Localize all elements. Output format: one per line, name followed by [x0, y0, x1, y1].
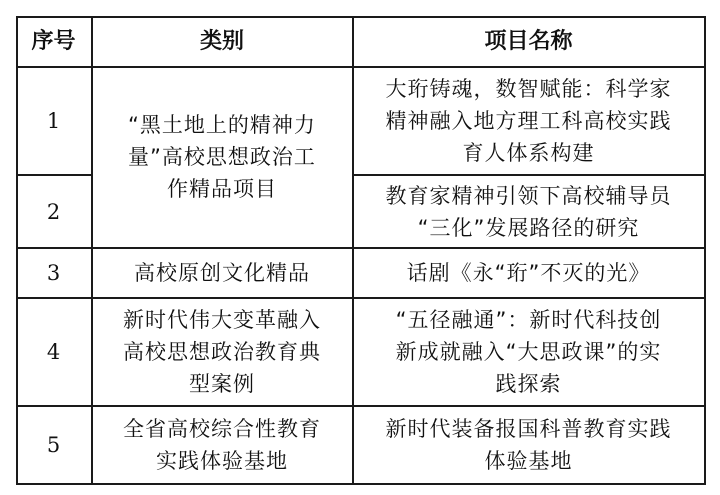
row-5-category-line-2: 实践体验基地 — [156, 449, 288, 473]
row-5-project-line-1: 新时代装备报国科普教育实践 — [385, 417, 672, 441]
border-right — [704, 16, 706, 485]
row-2-project-line-1: 教育家精神引领下高校辅导员 — [385, 183, 672, 208]
header-project: 项目名称 — [484, 29, 573, 54]
row-3-index: 3 — [46, 261, 61, 285]
row-1-project-line-3: 育人体系构建 — [462, 140, 595, 165]
category-merged-rows-1-2 — [92, 67, 352, 247]
row-4-project-line-1: “五径融通”：新时代科技创 — [395, 308, 662, 332]
row-5-category-line-1: 全省高校综合性教育 — [123, 417, 321, 441]
row-5-project — [353, 407, 704, 483]
row-4-project-line-2: 新成就融入“大思政课”的实 — [395, 340, 662, 364]
row-5-project-line-2: 体验基地 — [484, 449, 573, 473]
row-1-project-line-2: 精神融入地方理工科高校实践 — [385, 108, 672, 133]
row-2-index: 2 — [46, 199, 61, 224]
row-1-project — [353, 67, 704, 174]
row-4-category-line-1: 新时代伟大变革融入 — [123, 308, 321, 332]
border-bottom — [16, 483, 706, 485]
row-5-category — [92, 407, 352, 483]
row-4-category — [92, 299, 352, 405]
row-2-project-line-2: “三化”发展路径的研究 — [417, 215, 640, 240]
row-3-project: 话剧《永“珩”不灭的光》 — [406, 261, 651, 285]
row-2-project — [353, 176, 704, 247]
row-1-project-line-1: 大珩铸魂，数智赋能：科学家 — [385, 76, 672, 101]
merged-category-line-2: 量”高校思想政治工 — [128, 145, 316, 169]
header-category: 类别 — [199, 29, 244, 54]
row-4-index: 4 — [46, 340, 61, 364]
row-4-category-line-2: 高校思想政治教育典 — [123, 340, 321, 364]
merged-category-line-3: 作精品项目 — [167, 177, 277, 201]
merged-category-line-1: “黑土地上的精神力 — [128, 113, 316, 137]
row-5-index: 5 — [46, 433, 61, 457]
row-4-category-line-3: 型案例 — [189, 372, 255, 396]
row-3-category: 高校原创文化精品 — [134, 261, 310, 285]
projects-table — [16, 16, 706, 485]
row-4-project-line-3: 践探索 — [495, 372, 562, 396]
header-index: 序号 — [31, 29, 76, 54]
row-4-project — [353, 299, 704, 405]
row-1-index: 1 — [46, 108, 61, 133]
